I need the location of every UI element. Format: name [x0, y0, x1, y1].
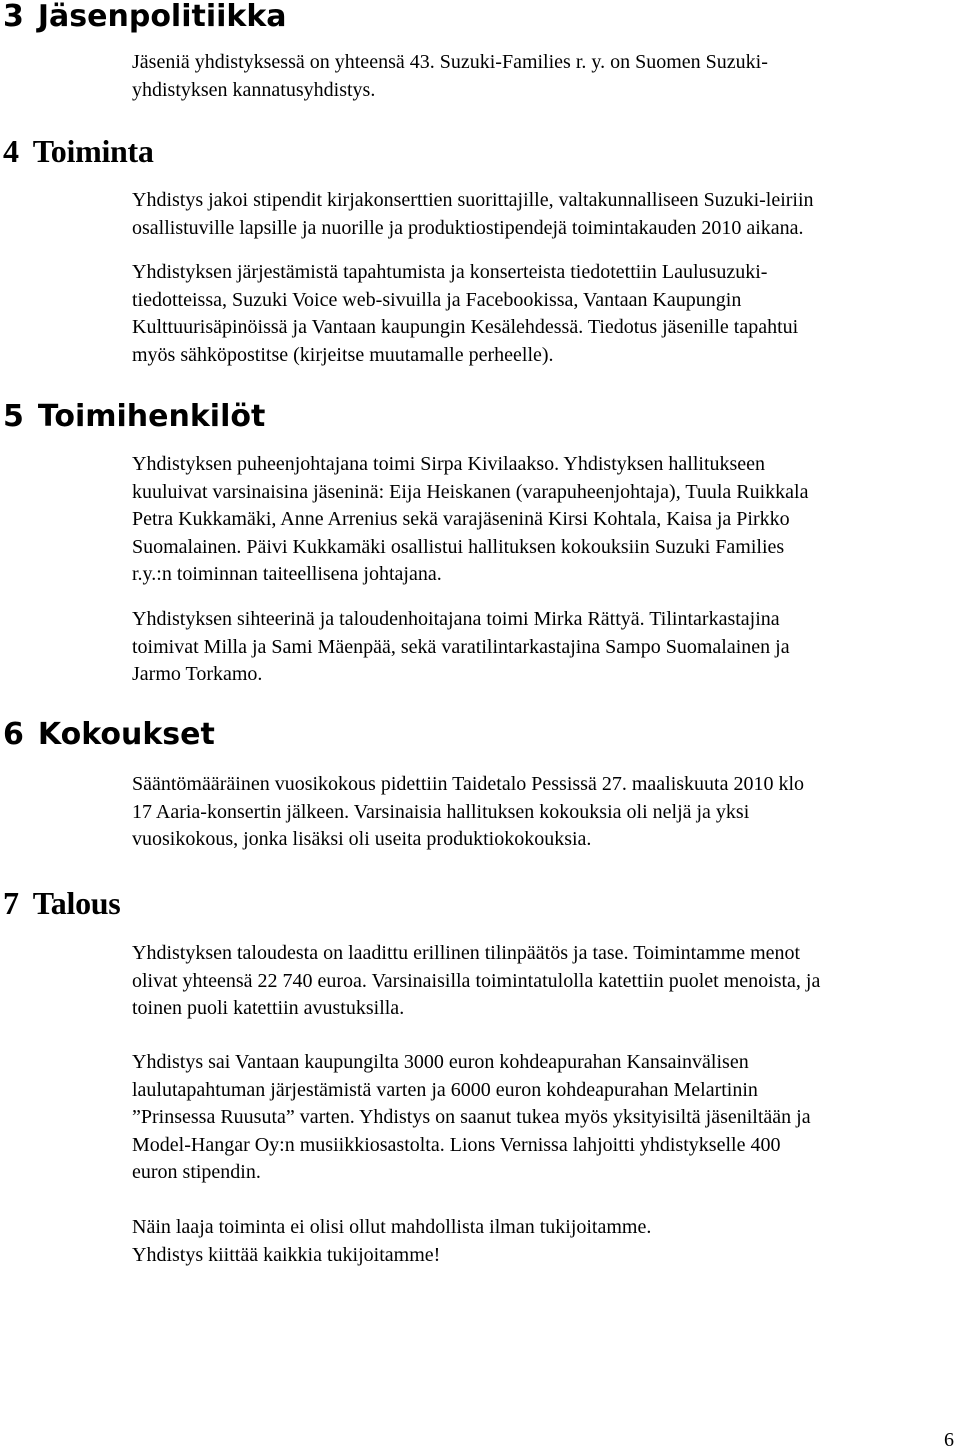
text-line: Yhdistyksen taloudesta on laadittu erillinen tilinpäätös ja tase. Toimintamme menot: [132, 942, 801, 964]
text-line: tiedotteissa, Suzuki Voice web-sivuilla ja Facebookissa, Vantaan Kaupungin: [132, 288, 742, 311]
paragraph-finances: [132, 940, 958, 1023]
heading-title: Toimihenkilöt: [37, 399, 266, 434]
text-line: toinen puoli katettiin avustuksilla.: [132, 997, 405, 1019]
text-line: myös sähköpostitse (kirjeitse muutamalle perheelle).: [132, 343, 554, 366]
text-line: kuuluivat varsinaisina jäseninä: Eija Heiskanen (varapuheenjohtaja), Tuula Ruikkala: [132, 480, 809, 503]
text-line: Suomalainen. Päivi Kukkamäki osallistui hallituksen kokouksiin Suzuki Families: [132, 535, 785, 558]
paragraph-secretary-auditors: [132, 606, 958, 689]
paragraph-board: [132, 451, 958, 589]
text-line: Yhdistyksen puheenjohtajana toimi Sirpa Kivilaakso. Yhdistyksen hallitukseen: [132, 453, 766, 475]
heading-title: Talous: [32, 885, 121, 921]
page-number: 6: [944, 1429, 954, 1451]
text-line: Kulttuurisäpinöissä ja Vantaan kaupungin Kesälehdessä. Tiedotus jäsenille tapahtui: [132, 316, 799, 338]
heading-number: 3: [3, 0, 24, 34]
paragraph-thanks: [132, 1214, 958, 1269]
paragraph-communications: [132, 259, 958, 369]
text-line: Petra Kukkamäki, Anne Arrenius sekä varajäseninä Kirsi Kohtala, Kaisa ja Pirkko: [132, 508, 790, 530]
heading-toiminta: [3, 134, 154, 168]
text-line: ”Prinsessa Ruusuta” varten. Yhdistys on saanut tukea myös yksityisiltä jäseniltään ja: [132, 1106, 811, 1128]
heading-title: Jäsenpolitiikka: [37, 0, 287, 34]
text-line: osallistuville lapsille ja nuorille ja produktiostipendejä toimintakauden 2010 aikana.: [132, 216, 804, 239]
heading-title: Toiminta: [32, 133, 154, 169]
heading-kokoukset: [3, 718, 215, 752]
text-line: vuosikokous, jonka lisäksi oli useita produktiokokouksia.: [132, 828, 592, 850]
heading-title: Kokoukset: [37, 717, 215, 752]
text-line: Model-Hangar Oy:n musiikkiosastolta. Lions Vernissa lahjoitti yhdistykselle 400: [132, 1133, 781, 1156]
text-line: yhdistyksen kannatusyhdistys.: [132, 78, 376, 101]
heading-number: 5: [3, 399, 24, 434]
heading-number: 6: [3, 717, 24, 752]
text-line: Jäseniä yhdistyksessä on yhteensä 43. Suzuki-Families r. y. on Suomen Suzuki-: [132, 51, 768, 73]
text-line: euron stipendin.: [132, 1161, 261, 1183]
text-line: olivat yhteensä 22 740 euroa. Varsinaisilla toimintatulolla katettiin puolet menoista, ja: [132, 969, 821, 992]
text-line: Yhdistys jakoi stipendit kirjakonserttien suorittajille, valtakunnalliseen Suzuki-leiriin: [132, 189, 814, 211]
paragraph-membership: [132, 49, 958, 104]
heading-number: 7: [3, 885, 19, 921]
text-line: toimivat Milla ja Sami Mäenpää, sekä varatilintarkastajina Sampo Suomalainen ja: [132, 635, 790, 658]
heading-talous: [3, 886, 120, 920]
paragraph-scholarships: [132, 187, 958, 242]
text-line: Yhdistys sai Vantaan kaupungilta 3000 euron kohdeapurahan Kansainvälisen: [132, 1051, 749, 1073]
heading-number: 4: [3, 133, 19, 169]
text-line: 17 Aaria-konsertin jälkeen. Varsinaisia hallituksen kokouksia oli neljä ja yksi: [132, 800, 750, 823]
text-line: r.y.:n toiminnan taiteellisena johtajana.: [132, 563, 442, 585]
heading-jasenpolitiikka: [3, 0, 287, 34]
heading-toimihenkilot: [3, 400, 265, 434]
paragraph-grants: [132, 1049, 958, 1187]
text-line: Näin laaja toiminta ei olisi ollut mahdollista ilman tukijoitamme.: [132, 1216, 652, 1238]
text-line: Yhdistys kiittää kaikkia tukijoitamme!: [132, 1243, 441, 1266]
paragraph-meetings: [132, 771, 958, 854]
text-line: Yhdistyksen järjestämistä tapahtumista ja konserteista tiedotettiin Laulusuzuki-: [132, 261, 768, 283]
text-line: Sääntömääräinen vuosikokous pidettiin Taidetalo Pessissä 27. maaliskuuta 2010 klo: [132, 773, 805, 795]
text-line: Yhdistyksen sihteerinä ja taloudenhoitajana toimi Mirka Rättyä. Tilintarkastajina: [132, 608, 780, 630]
text-line: Jarmo Torkamo.: [132, 663, 263, 685]
text-line: laulutapahtuman järjestämistä varten ja 6000 euron kohdeapurahan Melartinin: [132, 1078, 758, 1101]
